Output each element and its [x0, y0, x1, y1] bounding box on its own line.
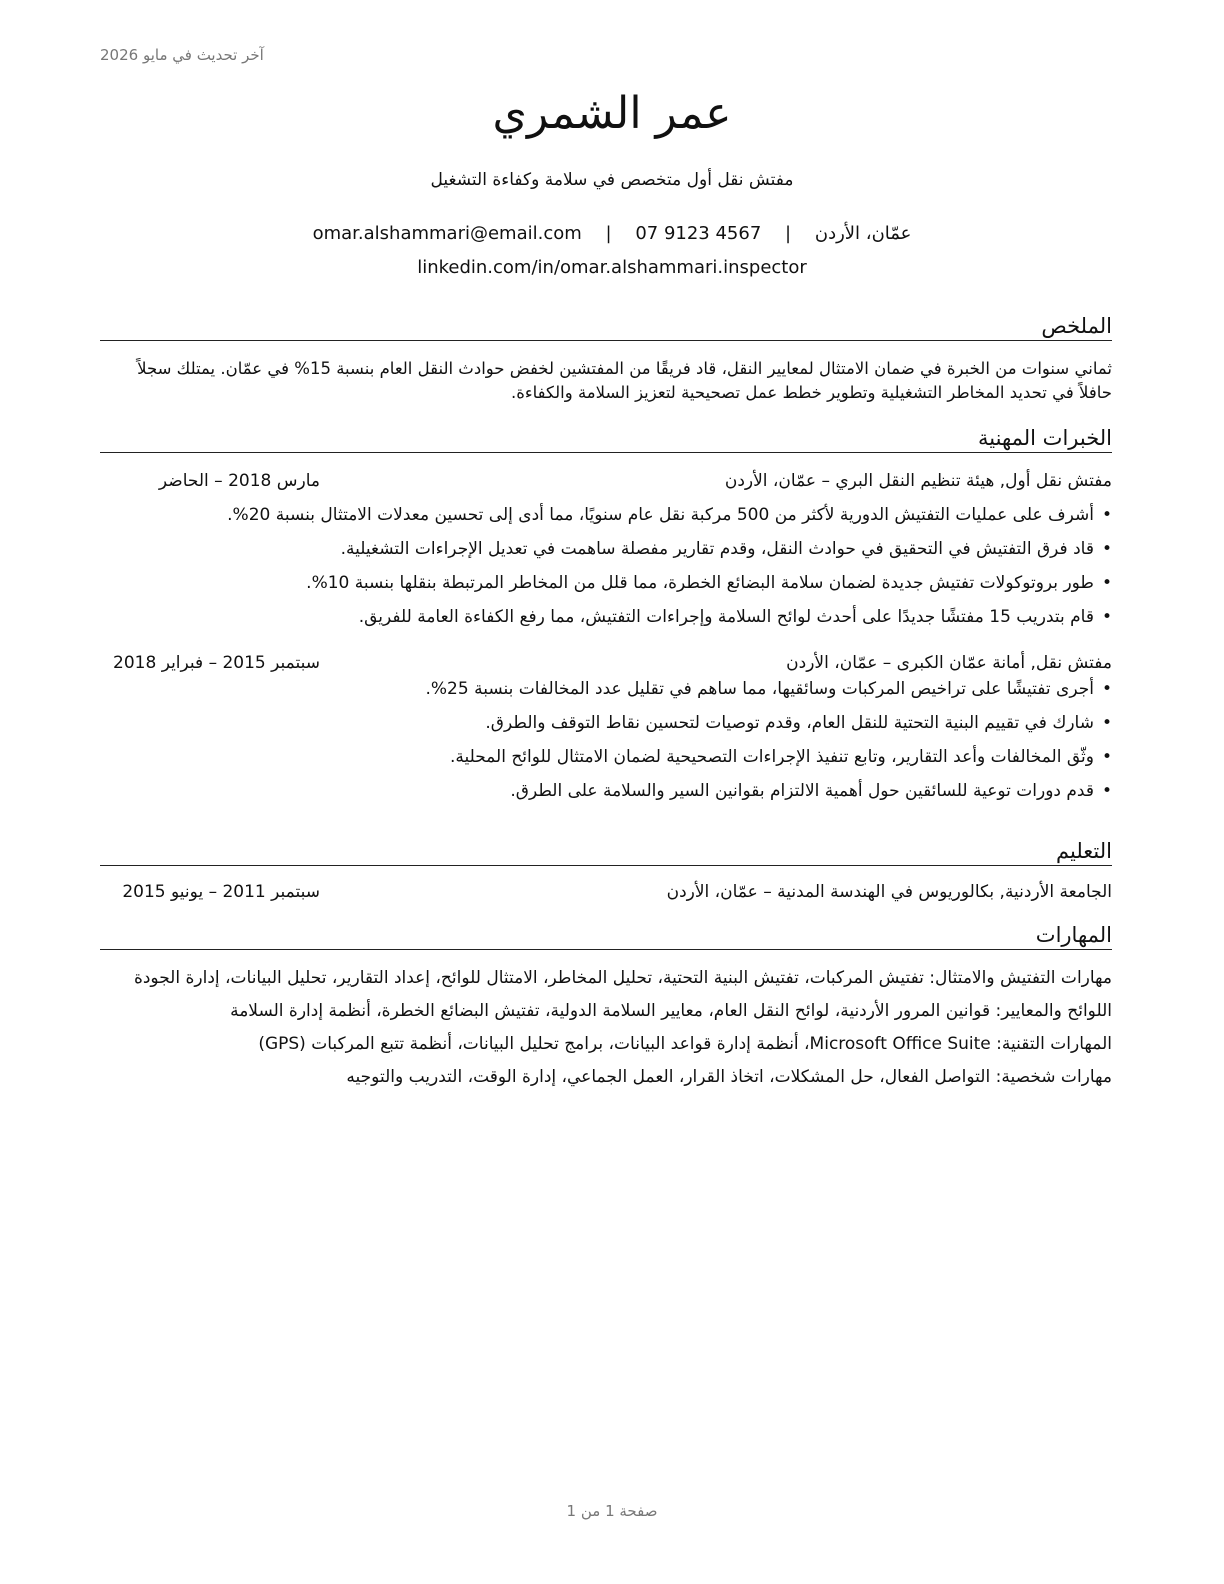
job-bullet: • قدم دورات توعية للسائقين حول أهمية الالتزام بقوانين السير والسلامة على الطرق. [100, 779, 1112, 803]
phone-number: 07 9123 4567 [635, 223, 762, 244]
contact-separator: | [605, 223, 612, 244]
job-bullet: • قاد فرق التفتيش في التحقيق في حوادث النقل، وقدم تقارير مفصلة ساهمت في تعديل الإجراءات التشغيلية. [100, 537, 1112, 561]
section-title-experience: الخبرات المهنية [100, 424, 1112, 453]
email-link[interactable]: omar.alshammari@email.com [312, 223, 582, 244]
job-bullet: • شارك في تقييم البنية التحتية للنقل العام، وقدم توصيات لتحسين نقاط التوقف والطرق. [100, 711, 1112, 735]
job-bullets [100, 503, 1112, 629]
page-number: صفحة 1 من 1 [566, 1502, 658, 1520]
job-bullet: • أشرف على عمليات التفتيش الدورية لأكثر من 500 مركبة نقل عام سنويًا، مما أدى إلى تحسين معدلات الامتثال بنسبة 20%. [100, 503, 1112, 527]
job-header [100, 469, 1112, 493]
job-bullet: • أجرى تفتيشًا على تراخيص المركبات وسائقيها، مما ساهم في تقليل عدد المخالفات بنسبة 25%. [100, 677, 1112, 701]
summary-text: ثماني سنوات من الخبرة في ضمان الامتثال لمعايير النقل، قاد فريقًا من المفتشين لخفض حوادث النقل العام بنسبة 15% في عمّان. يمتلك سجلاً حافلاً في تحديد المخاطر التشغيلية وتطوير خطط عمل تصحيحية لتعزيز السلامة والكفاءة. [137, 359, 1112, 402]
job-bullet: • طور بروتوكولات تفتيش جديدة لضمان سلامة البضائع الخطرة، مما قلل من المخاطر المرتبطة بنقلها بنسبة 10%. [100, 571, 1112, 595]
location-text: عمّان، الأردن [814, 223, 912, 244]
education-section [100, 837, 1112, 904]
skill-line: المهارات التقنية: Microsoft Office Suite، أنظمة إدارة قواعد البيانات، برامج تحليل البيانات، أنظمة تتبع المركبات (GPS) [258, 1034, 1112, 1054]
job-header [100, 651, 1112, 675]
skill-line: مهارات التفتيش والامتثال: تفتيش المركبات، تفتيش البنية التحتية، تحليل المخاطر، الامتثال للوائح، إعداد التقارير، تحليل البيانات، إدارة الجودة [133, 968, 1112, 988]
education-degree: الجامعة الأردنية, بكالوريوس في الهندسة المدنية – عمّان، الأردن [666, 882, 1112, 902]
linkedin-link[interactable]: linkedin.com/in/omar.alshammari.inspector [417, 257, 807, 278]
job-entry [100, 469, 1112, 629]
candidate-name: عمر الشمري [492, 88, 732, 139]
education-entry [100, 880, 1112, 904]
job-role: مفتش نقل أول, هيئة تنظيم النقل البري – عمّان، الأردن [724, 471, 1112, 491]
job-bullets [100, 677, 1112, 803]
job-bullet: • وثّق المخالفات وأعد التقارير، وتابع تنفيذ الإجراءات التصحيحية لضمان الامتثال للوائح المحلية. [100, 745, 1112, 769]
summary-section [100, 312, 1112, 405]
section-title-skills: المهارات [100, 921, 1112, 950]
section-title-education: التعليم [100, 837, 1112, 866]
job-dates: سبتمبر 2015 – فبراير 2018 [113, 653, 320, 673]
skill-line: مهارات شخصية: التواصل الفعال، حل المشكلات، اتخاذ القرار، العمل الجماعي، إدارة الوقت، التدريب والتوجيه [346, 1067, 1112, 1087]
job-dates: مارس 2018 – الحاضر [158, 471, 320, 491]
last-updated-label: آخر تحديث في مايو 2026 [100, 46, 264, 64]
education-dates: سبتمبر 2011 – يونيو 2015 [122, 882, 320, 902]
skills-section [100, 921, 1112, 1089]
contact-separator: | [785, 223, 792, 244]
skill-line: اللوائح والمعايير: قوانين المرور الأردنية، لوائح النقل العام، معايير السلامة الدولية، تفتيش البضائع الخطرة، أنظمة إدارة السلامة [230, 1001, 1112, 1021]
job-bullet: • قام بتدريب 15 مفتشًا جديدًا على أحدث لوائح السلامة وإجراءات التفتيش، مما رفع الكفاءة العامة للفريق. [100, 605, 1112, 629]
section-title-summary: الملخص [100, 312, 1112, 341]
contact-line [0, 223, 1224, 244]
job-title-subtitle: مفتش نقل أول متخصص في سلامة وكفاءة التشغيل [430, 170, 794, 190]
experience-section [100, 424, 1112, 803]
job-entry [100, 651, 1112, 803]
job-role: مفتش نقل, أمانة عمّان الكبرى – عمّان، الأردن [786, 653, 1112, 673]
